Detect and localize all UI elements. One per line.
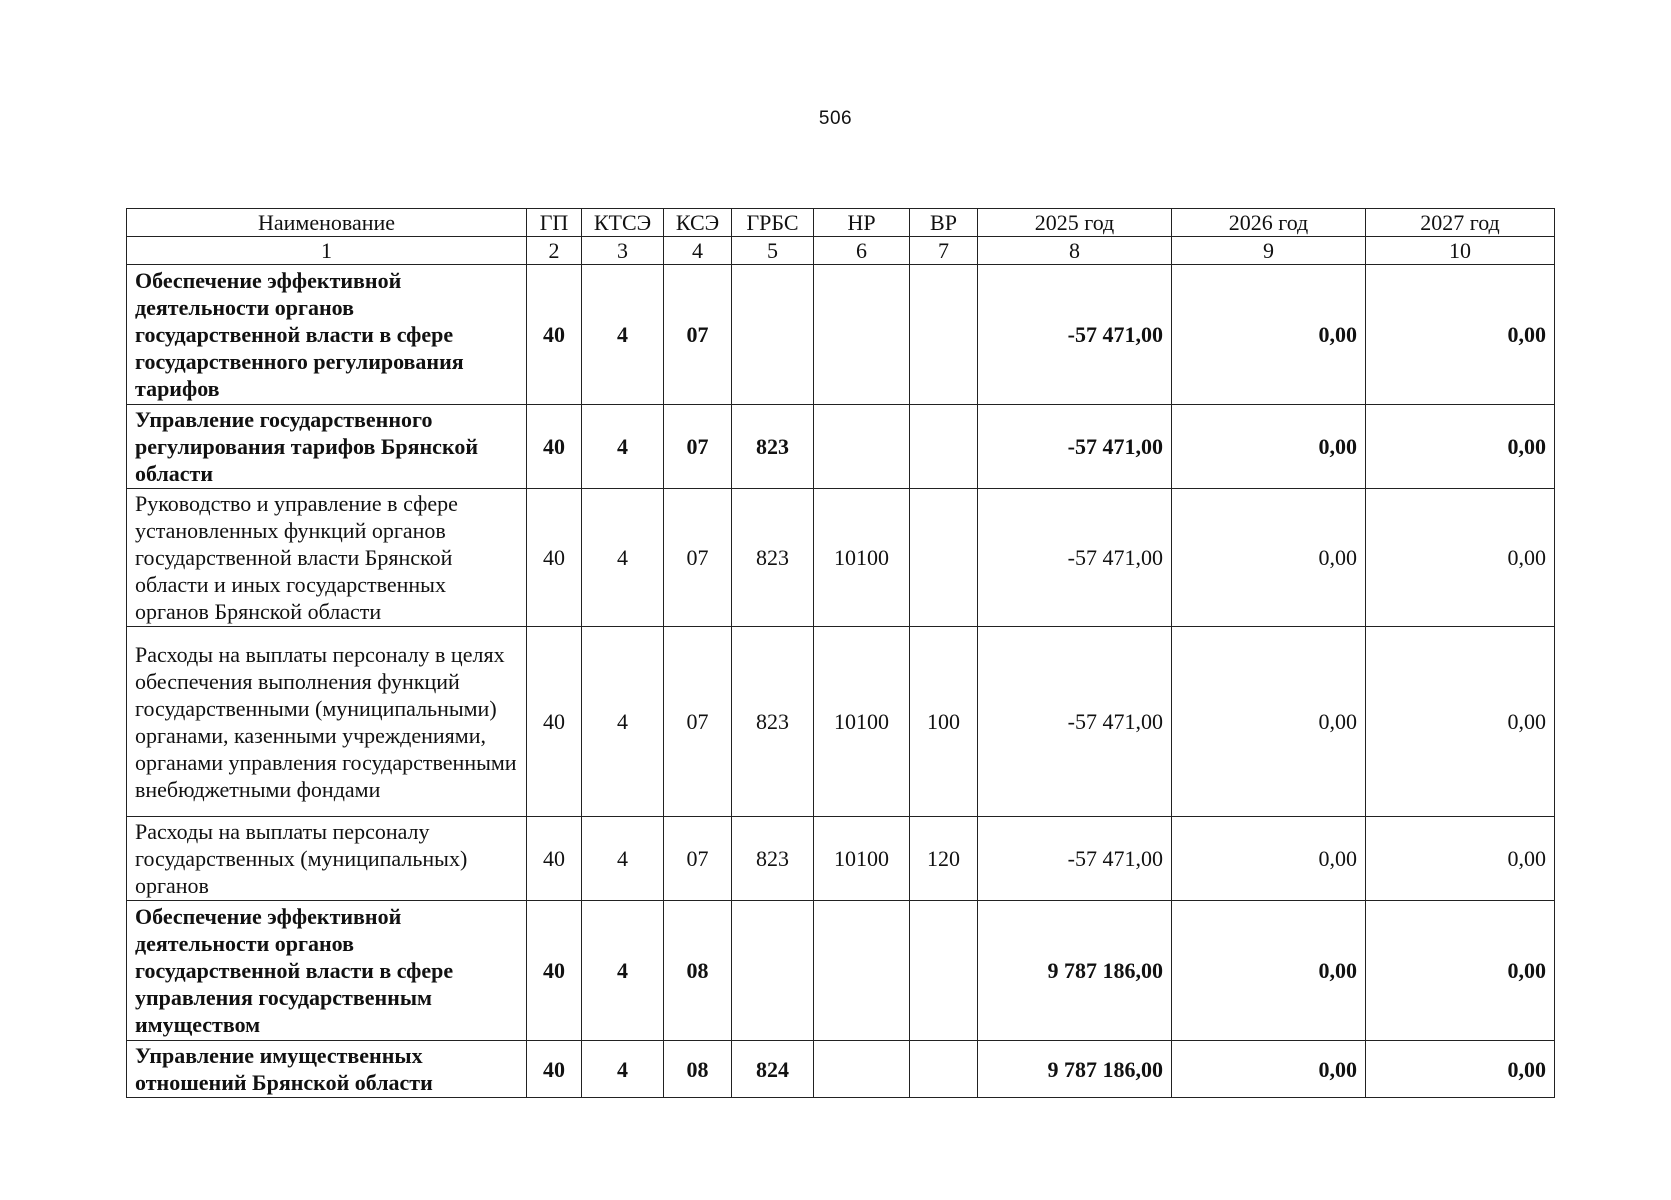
vr-cell (910, 489, 978, 627)
amount-2026: 0,00 (1172, 489, 1366, 627)
row-name: Управление государственного регулирования тарифов Брянской области (127, 405, 527, 489)
grbs-cell: 823 (732, 627, 814, 817)
column-number-cell: 5 (732, 237, 814, 265)
ktse-cell: 4 (582, 265, 664, 405)
ktse-cell: 4 (582, 627, 664, 817)
kse-cell: 08 (664, 1041, 732, 1098)
table-row (127, 817, 1555, 901)
column-number-cell: 1 (127, 237, 527, 265)
nr-cell (814, 1041, 910, 1098)
header-cell: ГРБС (732, 209, 814, 237)
vr-cell (910, 265, 978, 405)
table-row (127, 1041, 1555, 1098)
nr-cell: 10100 (814, 817, 910, 901)
amount-2026: 0,00 (1172, 901, 1366, 1041)
column-number-cell: 8 (978, 237, 1172, 265)
column-number-cell: 10 (1366, 237, 1555, 265)
header-cell: КТСЭ (582, 209, 664, 237)
row-name: Расходы на выплаты персоналу государственных (муниципальных) органов (127, 817, 527, 901)
column-number-row (127, 237, 1555, 265)
vr-cell (910, 1041, 978, 1098)
header-cell: НР (814, 209, 910, 237)
table-row (127, 405, 1555, 489)
column-number-cell: 4 (664, 237, 732, 265)
kse-cell: 07 (664, 489, 732, 627)
amount-2025: 9 787 186,00 (978, 1041, 1172, 1098)
gp-cell: 40 (527, 265, 582, 405)
row-name: Обеспечение эффективной деятельности органов государственной власти в сфере управления государственным имуществом (127, 901, 527, 1041)
kse-cell: 07 (664, 817, 732, 901)
vr-cell: 100 (910, 627, 978, 817)
table-row (127, 265, 1555, 405)
header-cell: 2027 год (1366, 209, 1555, 237)
grbs-cell: 823 (732, 405, 814, 489)
nr-cell (814, 265, 910, 405)
grbs-cell (732, 265, 814, 405)
nr-cell (814, 901, 910, 1041)
row-name: Обеспечение эффективной деятельности органов государственной власти в сфере государственного регулирования тарифов (127, 265, 527, 405)
ktse-cell: 4 (582, 405, 664, 489)
amount-2026: 0,00 (1172, 627, 1366, 817)
grbs-cell: 824 (732, 1041, 814, 1098)
grbs-cell: 823 (732, 489, 814, 627)
budget-table (126, 208, 1555, 1098)
vr-cell (910, 901, 978, 1041)
header-cell: ВР (910, 209, 978, 237)
amount-2027: 0,00 (1366, 817, 1555, 901)
amount-2025: -57 471,00 (978, 489, 1172, 627)
ktse-cell: 4 (582, 901, 664, 1041)
ktse-cell: 4 (582, 817, 664, 901)
gp-cell: 40 (527, 405, 582, 489)
amount-2027: 0,00 (1366, 901, 1555, 1041)
amount-2025: 9 787 186,00 (978, 901, 1172, 1041)
vr-cell: 120 (910, 817, 978, 901)
grbs-cell: 823 (732, 817, 814, 901)
amount-2025: -57 471,00 (978, 265, 1172, 405)
gp-cell: 40 (527, 627, 582, 817)
amount-2026: 0,00 (1172, 405, 1366, 489)
amount-2027: 0,00 (1366, 489, 1555, 627)
nr-cell: 10100 (814, 627, 910, 817)
amount-2027: 0,00 (1366, 265, 1555, 405)
gp-cell: 40 (527, 489, 582, 627)
page-number: 506 (818, 108, 853, 129)
column-number-cell: 2 (527, 237, 582, 265)
ktse-cell: 4 (582, 489, 664, 627)
amount-2026: 0,00 (1172, 1041, 1366, 1098)
kse-cell: 07 (664, 627, 732, 817)
nr-cell: 10100 (814, 489, 910, 627)
row-name: Расходы на выплаты персоналу в целях обеспечения выполнения функций государственными (муниципальными) органами, казенными учреждениями, органами управления государственными внебюджетными фондами (127, 627, 527, 817)
row-name: Управление имущественных отношений Брянской области (127, 1041, 527, 1098)
header-cell: КСЭ (664, 209, 732, 237)
column-number-cell: 3 (582, 237, 664, 265)
kse-cell: 08 (664, 901, 732, 1041)
header-cell: ГП (527, 209, 582, 237)
gp-cell: 40 (527, 1041, 582, 1098)
row-name: Руководство и управление в сфере установленных функций органов государственной власти Брянской области и иных государственных органов Брянской области (127, 489, 527, 627)
header-cell: 2025 год (978, 209, 1172, 237)
amount-2027: 0,00 (1366, 627, 1555, 817)
amount-2027: 0,00 (1366, 405, 1555, 489)
gp-cell: 40 (527, 901, 582, 1041)
table-row (127, 627, 1555, 817)
nr-cell (814, 405, 910, 489)
column-number-cell: 9 (1172, 237, 1366, 265)
column-number-cell: 6 (814, 237, 910, 265)
table-row (127, 489, 1555, 627)
grbs-cell (732, 901, 814, 1041)
kse-cell: 07 (664, 265, 732, 405)
gp-cell: 40 (527, 817, 582, 901)
amount-2025: -57 471,00 (978, 817, 1172, 901)
table-row (127, 901, 1555, 1041)
column-number-cell: 7 (910, 237, 978, 265)
header-cell: Наименование (127, 209, 527, 237)
amount-2027: 0,00 (1366, 1041, 1555, 1098)
vr-cell (910, 405, 978, 489)
header-row (127, 209, 1555, 237)
amount-2026: 0,00 (1172, 265, 1366, 405)
amount-2026: 0,00 (1172, 817, 1366, 901)
ktse-cell: 4 (582, 1041, 664, 1098)
amount-2025: -57 471,00 (978, 627, 1172, 817)
kse-cell: 07 (664, 405, 732, 489)
amount-2025: -57 471,00 (978, 405, 1172, 489)
header-cell: 2026 год (1172, 209, 1366, 237)
